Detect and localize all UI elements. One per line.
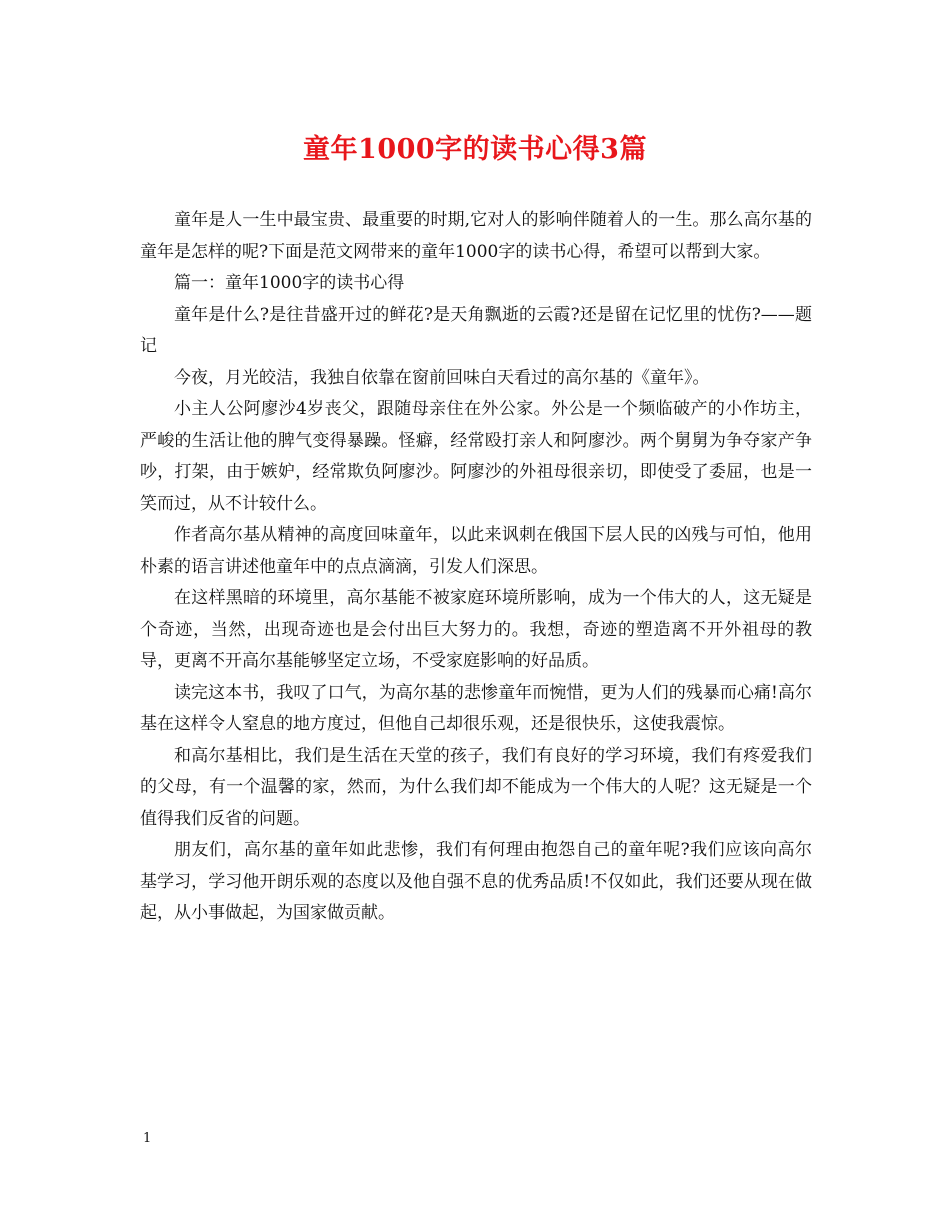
body-paragraph: 和高尔基相比，我们是生活在天堂的孩子，我们有良好的学习环境，我们有疼爱我们的父母，有一个温馨的家，然而，为什么我们却不能成为一个伟大的人呢？这无疑是一个值得我们反省的问题。 (140, 745, 812, 829)
body-paragraph: 朋友们，高尔基的童年如此悲惨，我们有何理由抱怨自己的童年呢?我们应该向高尔基学习，学习他开朗乐观的态度以及他自强不息的优秀品质!不仅如此，我们还要从现在做起，从小事做起，为国家做贡献。 (140, 840, 812, 923)
document-body (140, 205, 812, 930)
body-paragraph: 作者高尔基从精神的高度回味童年，以此来讽刺在俄国下层人民的凶残与可怕，他用朴素的语言讲述他童年中的点点滴滴，引发人们深思。 (140, 525, 812, 577)
body-paragraph: 在这样黑暗的环境里，高尔基能不被家庭环境所影响，成为一个伟大的人，这无疑是个奇迹，当然，出现奇迹也是会付出巨大努力的。我想，奇迹的塑造离不开外祖母的教导，更离不开高尔基能够坚定立场，不受家庭影响的好品质。 (140, 588, 812, 671)
section-heading: 篇一：童年1000字的读书心得 (174, 273, 405, 293)
intro-paragraph: 童年是人一生中最宝贵、最重要的时期,它对人的影响伴随着人的一生。那么高尔基的童年是怎样的呢?下面是范文网带来的童年1000字的读书心得，希望可以帮到大家。 (140, 210, 812, 262)
body-paragraph: 小主人公阿廖沙4岁丧父，跟随母亲住在外公家。外公是一个频临破产的小作坊主，严峻的生活让他的脾气变得暴躁。怪癖，经常殴打亲人和阿廖沙。两个舅舅为争夺家产争吵，打架，由于嫉妒，经常欺负阿廖沙。阿廖沙的外祖母很亲切，即使受了委屈，也是一笑而过，从不计较什么。 (140, 399, 812, 514)
page-number: 1 (143, 1131, 152, 1146)
document-title: 童年1000字的读书心得3篇 (303, 134, 647, 165)
body-paragraph: 读完这本书，我叹了口气，为高尔基的悲惨童年而惋惜，更为人们的残暴而心痛!高尔基在这样令人窒息的地方度过，但他自己却很乐观，还是很快乐，这使我震惊。 (140, 682, 812, 734)
epigraph-paragraph: 童年是什么?是往昔盛开过的鲜花?是天角飘逝的云霞?还是留在记忆里的忧伤?——题记 (140, 304, 812, 356)
body-paragraph: 今夜，月光皎洁，我独自依靠在窗前回味白天看过的高尔基的《童年》。 (174, 367, 710, 388)
